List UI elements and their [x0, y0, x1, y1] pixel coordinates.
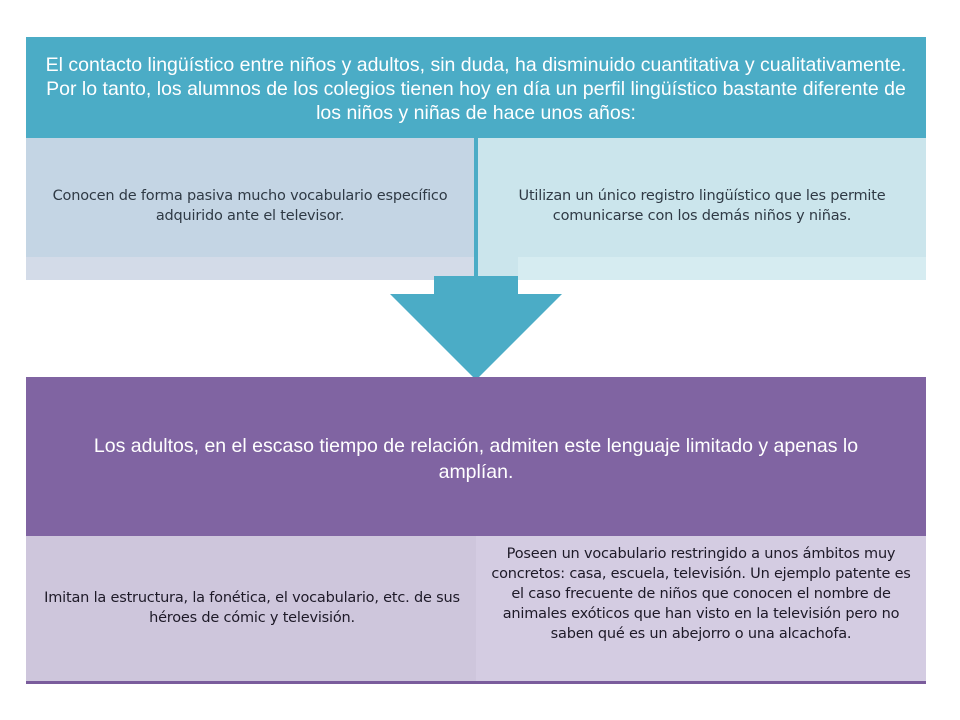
bottom-divider	[26, 681, 926, 684]
top-right-box	[478, 138, 926, 280]
bottom-right-text: Poseen un vocabulario restringido a unos ámbitos muy concretos: casa, escuela, televisión. Un ejemplo patente es el caso frecuente de niños que conocen el nombre de animales exóticos que han visto en la televisión pero no saben qué es un abejorro o una alcachofa.	[491, 546, 911, 642]
bottom-left-text: Imitan la estructura, la fonética, el vocabulario, etc. de sus héroes de cómic y televisión.	[44, 590, 460, 626]
top-right-text: Utilizan un único registro lingüístico que les permite comunicarse con los demás niños y niñas.	[518, 188, 886, 224]
top-header-text: El contacto lingüístico entre niños y adultos, sin duda, ha disminuido cuantitativa y cualitativamente. Por lo tanto, los alumnos de los colegios tienen hoy en día un perfil lingüístico bastante diferente de los niños y niñas de hace unos años:	[45, 54, 907, 124]
top-left-box	[26, 138, 474, 280]
top-left-text: Conocen de forma pasiva mucho vocabulario específico adquirido ante el televisor.	[52, 188, 448, 224]
bottom-header-text: Los adultos, en el escaso tiempo de relación, admiten este lenguaje limitado y apenas lo amplían.	[93, 435, 859, 483]
bottom-right-box	[476, 536, 926, 681]
bottom-left-box	[26, 536, 478, 681]
down-arrow-icon	[390, 276, 562, 382]
